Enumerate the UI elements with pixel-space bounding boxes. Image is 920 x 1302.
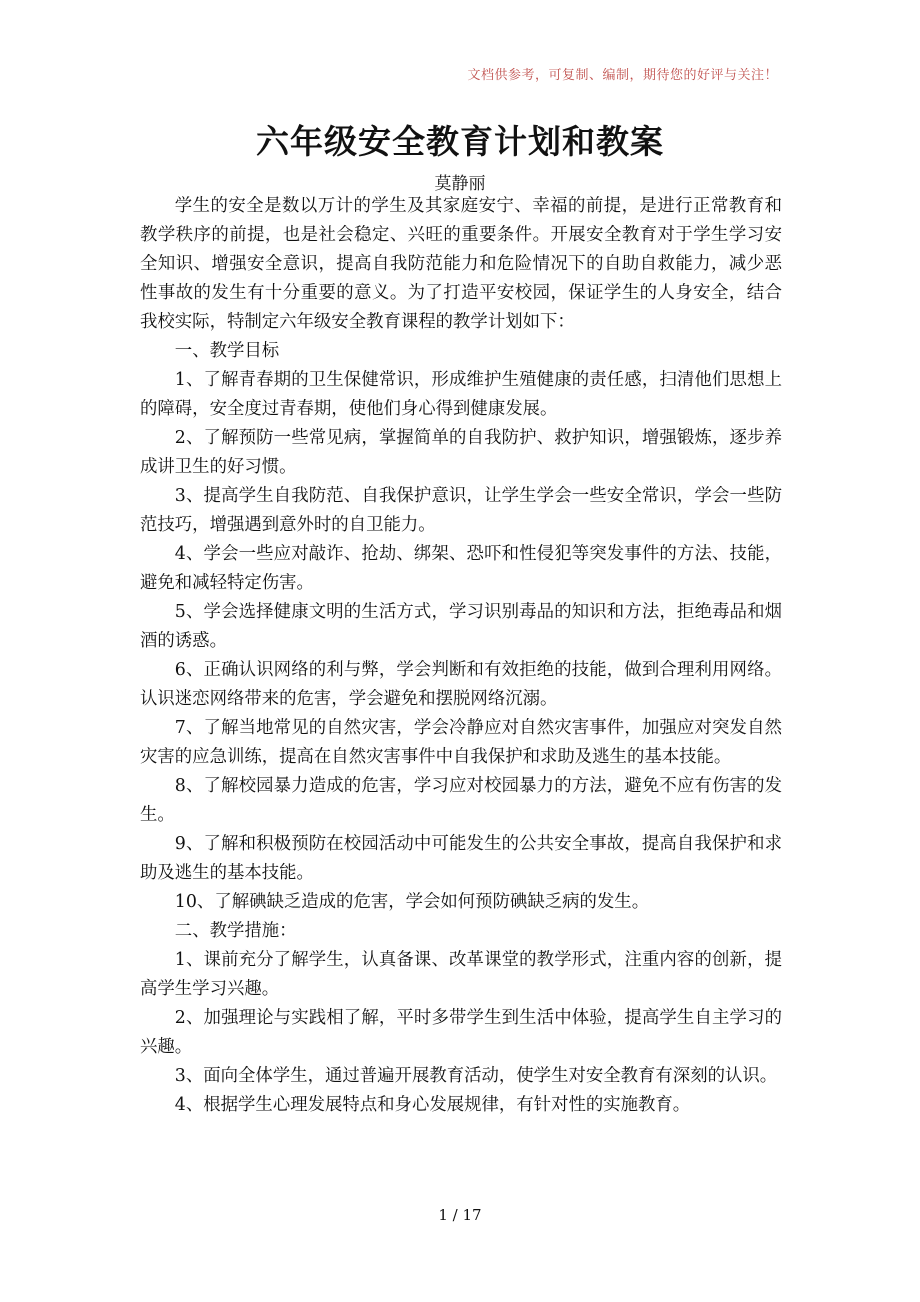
goal-item: 10、了解碘缺乏造成的危害，学会如何预防碘缺乏病的发生。 bbox=[174, 892, 650, 912]
goal-item: 2、了解预防一些常见病，掌握简单的自我防护、救护知识，增强锻炼，逐步养成讲卫生的好习惯。 bbox=[140, 428, 782, 477]
measure-item: 2、加强理论与实践相了解，平时多带学生到生活中体验，提高学生自主学习的兴趣。 bbox=[140, 1008, 782, 1057]
goal-item: 7、了解当地常见的自然灾害，学会冷静应对自然灾害事件，加强应对突发自然灾害的应急训练，提高在自然灾害事件中自我保护和求助及逃生的基本技能。 bbox=[140, 718, 782, 767]
page-number: 1 / 17 bbox=[438, 1206, 482, 1224]
goal-item: 1、了解青春期的卫生保健常识，形成维护生殖健康的责任感，扫清他们思想上的障碍，安全度过青春期，使他们身心得到健康发展。 bbox=[140, 370, 782, 419]
goal-item: 5、学会选择健康文明的生活方式，学习识别毒品的知识和方法，拒绝毒品和烟酒的诱惑。 bbox=[140, 602, 782, 651]
document-title: 六年级安全教育计划和教案 bbox=[256, 122, 664, 161]
measure-item: 1、课前充分了解学生，认真备课、改革课堂的教学形式，注重内容的创新，提高学生学习兴趣。 bbox=[140, 950, 782, 999]
goal-item: 9、了解和积极预防在校园活动中可能发生的公共安全事故，提高自我保护和求助及逃生的基本技能。 bbox=[140, 834, 782, 883]
measure-item: 4、根据学生心理发展特点和身心发展规律，有针对性的实施教育。 bbox=[174, 1095, 691, 1115]
goal-item: 4、学会一些应对敲诈、抢劫、绑架、恐吓和性侵犯等突发事件的方法、技能，避免和减轻特定伤害。 bbox=[140, 544, 782, 593]
author-name: 莫静丽 bbox=[434, 174, 486, 194]
intro-paragraph: 学生的安全是数以万计的学生及其家庭安宁、幸福的前提，是进行正常教育和教学秩序的前提，也是社会稳定、兴旺的重要条件。开展安全教育对于学生学习安全知识、增强安全意识，提高自我防范能力和危险情况下的自助自救能力，减少恶性事故的发生有十分重要的意义。为了打造平安校园，保证学生的人身安全，结合我校实际，特制定六年级安全教育课程的教学计划如下： bbox=[140, 196, 782, 332]
header-note: 文档供参考，可复制、编制，期待您的好评与关注！ bbox=[467, 68, 778, 83]
measure-item: 3、面向全体学生，通过普遍开展教育活动，使学生对安全教育有深刻的认识。 bbox=[174, 1066, 778, 1086]
document-body bbox=[140, 192, 782, 1120]
goal-item: 8、了解校园暴力造成的危害，学习应对校园暴力的方法，避免不应有伤害的发生。 bbox=[140, 776, 782, 825]
section-heading-goals: 一、教学目标 bbox=[174, 341, 280, 361]
section-heading-measures: 二、教学措施： bbox=[174, 921, 297, 941]
goal-item: 6、正确认识网络的利与弊，学会判断和有效拒绝的技能，做到合理利用网络。认识迷恋网络带来的危害，学会避免和摆脱网络沉溺。 bbox=[140, 660, 782, 709]
goal-item: 3、提高学生自我防范、自我保护意识，让学生学会一些安全常识，学会一些防范技巧，增强遇到意外时的自卫能力。 bbox=[140, 486, 782, 535]
